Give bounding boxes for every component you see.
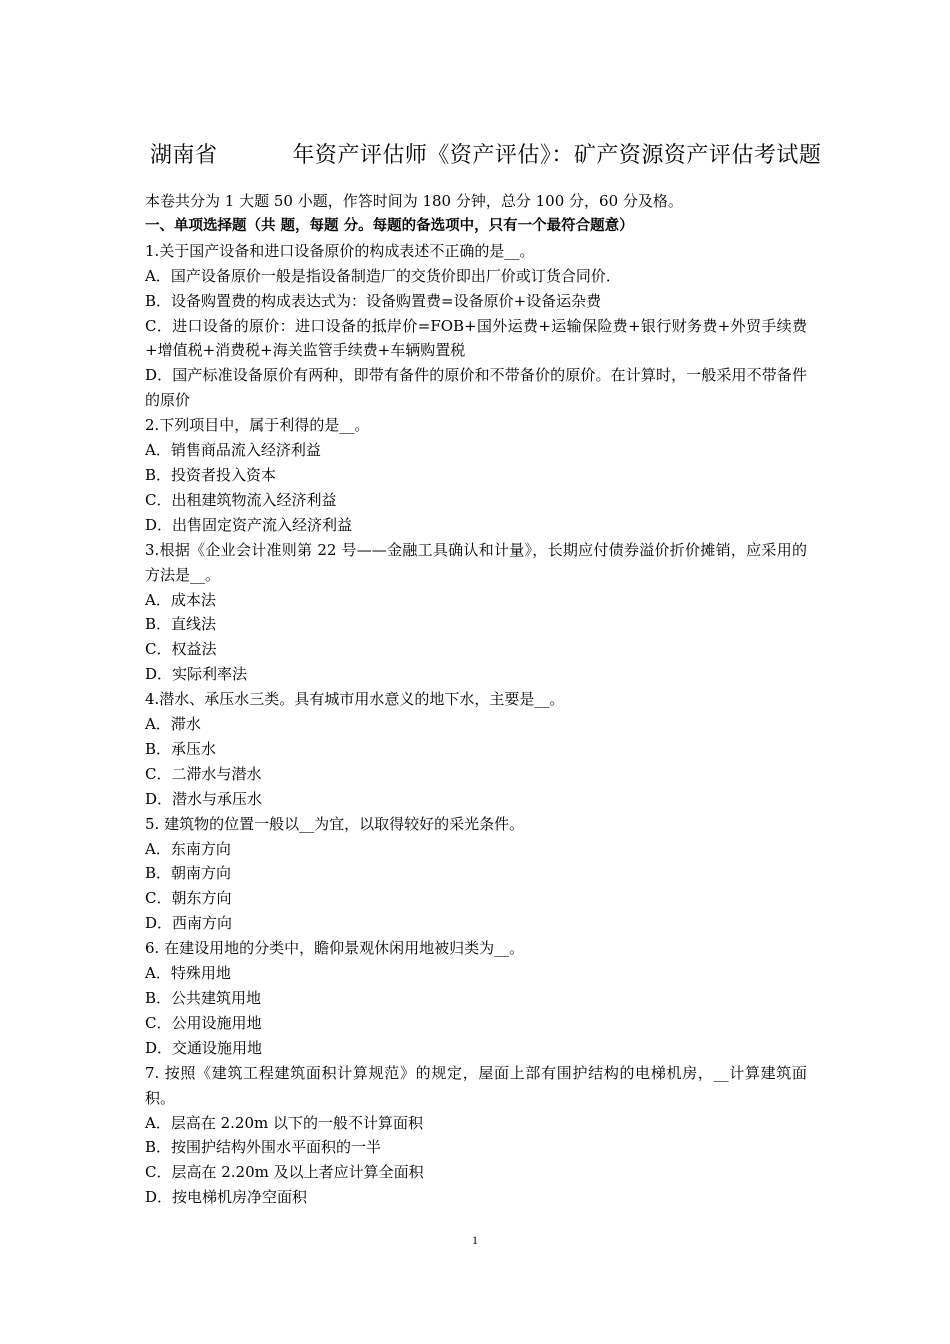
option-a: A．成本法 (145, 590, 216, 609)
option-a: A．特殊用地 (145, 964, 231, 983)
section-heading: 一、单项选择题（共 题，每题 分。每题的备选项中，只有一个最符合题意） (145, 217, 634, 234)
question-stem: 3.根据《企业会计准则第 22 号——金融工具确认和计量》，长期应付债券溢价折价摊销，应采用的方法是__。 (145, 540, 807, 584)
question-6 (145, 936, 807, 1061)
option-b: B．投资者投入资本 (145, 465, 277, 484)
option-b: B．按围护结构外围水平面积的一半 (145, 1138, 382, 1157)
option-b: B．承压水 (145, 739, 217, 758)
option-d: D．潜水与承压水 (145, 789, 263, 808)
document-body (145, 189, 807, 1210)
option-d: D．交通设施用地 (145, 1038, 263, 1057)
option-b: B．公共建筑用地 (145, 989, 262, 1007)
question-stem: 6. 在建设用地的分类中，瞻仰景观休闲用地被归类为__。 (145, 939, 525, 958)
option-c: C．出租建筑物流入经济利益 (145, 490, 337, 509)
exam-intro: 本卷共分为 1 大题 50 小题，作答时间为 180 分钟，总分 100 分，60 分及格。 (145, 192, 683, 210)
option-d: D．按电梯机房净空面积 (145, 1188, 308, 1207)
question-3 (145, 538, 807, 687)
option-c: C．朝东方向 (145, 889, 232, 908)
option-d: D．西南方向 (145, 914, 233, 933)
option-a: A．东南方向 (145, 839, 231, 858)
question-stem: 4.潜水、承压水三类。具有城市用水意义的地下水，主要是__。 (145, 690, 565, 709)
option-b: B．直线法 (145, 615, 217, 634)
option-c: C．进口设备的原价：进口设备的抵岸价=FOB+国外运费+运输保险费+银行财务费+外贸手续费+增值税+消费税+海关监管手续费+车辆购置税 (145, 316, 807, 360)
page-number: 1 (472, 1233, 478, 1247)
option-d: D．出售固定资产流入经济利益 (145, 515, 353, 534)
question-4 (145, 687, 807, 812)
question-2 (145, 413, 807, 538)
option-a: A．层高在 2.20m 以下的一般不计算面积 (145, 1113, 423, 1132)
option-c: C．公用设施用地 (145, 1013, 262, 1032)
option-b: B．设备购置费的构成表达式为：设备购置费=设备原价+设备运杂费 (145, 291, 602, 310)
option-d: D．实际利率法 (145, 665, 248, 684)
option-a: A．国产设备原价一般是指设备制造厂的交货价即出厂价或订货合同价． (145, 266, 621, 285)
option-a: A．滞水 (145, 715, 201, 734)
question-1 (145, 239, 807, 413)
option-c: C．权益法 (145, 640, 217, 659)
option-b: B．朝南方向 (145, 864, 232, 883)
document-title: 湖南省 年资产评估师《资产评估》：矿产资源资产评估考试题 (150, 143, 822, 168)
option-c: C．层高在 2.20m 及以上者应计算全面积 (145, 1163, 424, 1182)
question-7 (145, 1061, 807, 1210)
question-5 (145, 812, 807, 937)
option-c: C．二滞水与潜水 (145, 764, 262, 783)
question-stem: 5. 建筑物的位置一般以__为宜，以取得较好的采光条件。 (145, 814, 525, 833)
question-stem: 1.关于国产设备和进口设备原价的构成表述不正确的是__。 (145, 241, 535, 260)
question-stem: 7. 按照《建筑工程建筑面积计算规范》的规定，屋面上部有围护结构的电梯机房，__计算建筑面积。 (145, 1063, 807, 1107)
option-a: A．销售商品流入经济利益 (145, 441, 321, 460)
option-d: D．国产标准设备原价有两种，即带有备件的原价和不带备价的原价。在计算时，一般采用不带备件的原价 (145, 366, 807, 410)
question-stem: 2.下列项目中，属于利得的是__。 (145, 416, 370, 435)
